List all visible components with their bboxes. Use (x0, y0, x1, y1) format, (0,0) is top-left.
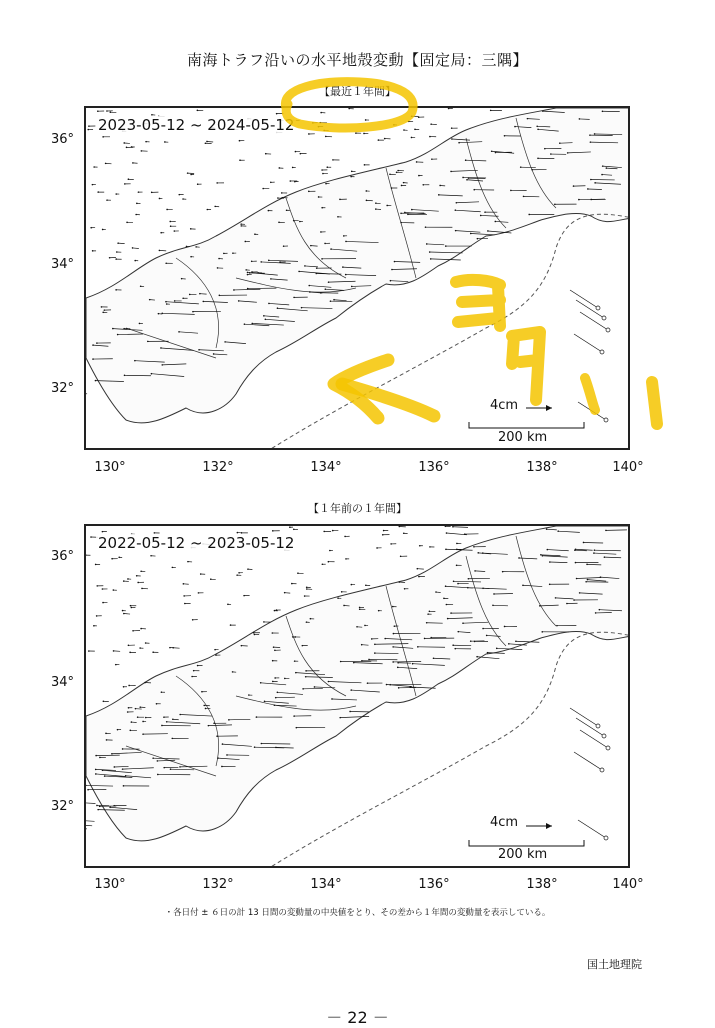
panel2-subtitle: 【１年前の１年間】 (0, 500, 715, 516)
lon-label-136-p1: 136° (409, 460, 459, 475)
panel1-subtitle: 【最近１年間】 (0, 83, 715, 99)
page-title: 南海トラフ沿いの水平地殻変動【固定局：三隅】 (0, 49, 715, 70)
lon-label-130-p2: 130° (85, 877, 135, 892)
lat-label-36-p1: 36° (34, 132, 74, 147)
lon-label-136-p2: 136° (409, 877, 459, 892)
lon-label-140-p1: 140° (603, 460, 653, 475)
map-panel-1 (84, 106, 630, 450)
lon-label-140-p2: 140° (603, 877, 653, 892)
lat-label-34-p2: 34° (34, 675, 74, 690)
lat-label-36-p2: 36° (34, 549, 74, 564)
scale-vector-label-p2: 4cm (490, 815, 518, 830)
panel2-date-range: 2022-05-12 ~ 2023-05-12 (96, 534, 296, 552)
lon-label-134-p2: 134° (301, 877, 351, 892)
lat-label-32-p2: 32° (34, 799, 74, 814)
lon-label-132-p2: 132° (193, 877, 243, 892)
panel1-date-range: 2023-05-12 ~ 2024-05-12 (96, 116, 296, 134)
lat-label-34-p1: 34° (34, 257, 74, 272)
lat-label-32-p1: 32° (34, 381, 74, 396)
lon-label-130-p1: 130° (85, 460, 135, 475)
footnote: ・各日付 ± ６日の計 13 日間の変動量の中央値をとり、その差から１年間の変動量を表示している。 (0, 906, 715, 918)
lon-label-134-p1: 134° (301, 460, 351, 475)
lon-label-132-p1: 132° (193, 460, 243, 475)
map-canvas-1 (86, 108, 630, 450)
scale-distance-label-p2: 200 km (498, 847, 547, 862)
scale-distance-label-p1: 200 km (498, 430, 547, 445)
map-canvas-2 (86, 526, 630, 868)
page-number: － 22 － (0, 1005, 715, 1028)
scale-vector-label-p1: 4cm (490, 398, 518, 413)
handwriting-i-stroke2 (652, 382, 657, 424)
lon-label-138-p1: 138° (517, 460, 567, 475)
map-panel-2 (84, 524, 630, 868)
agency-name: 国土地理院 (587, 956, 642, 972)
lon-label-138-p2: 138° (517, 877, 567, 892)
